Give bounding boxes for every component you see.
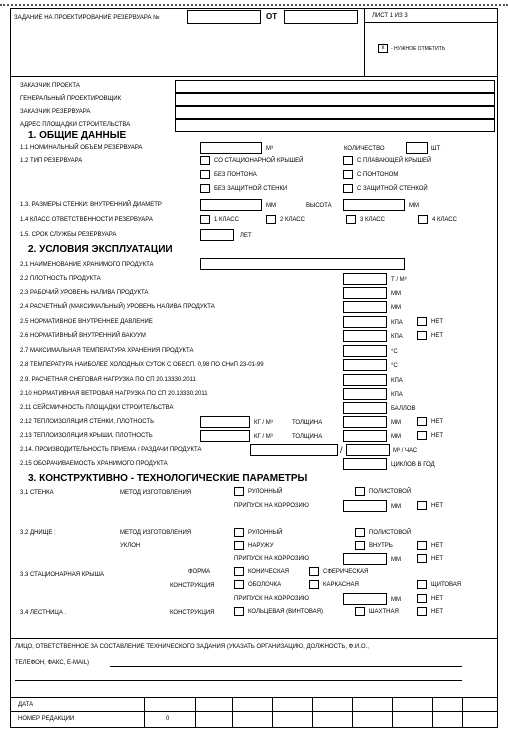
- checkbox[interactable]: [343, 156, 353, 165]
- corrosion-label: ПРИПУСК НА КОРРОЗИЮ: [234, 556, 309, 562]
- checkbox[interactable]: [417, 594, 427, 603]
- no-label: НЕТ: [431, 543, 443, 549]
- divider: [364, 22, 498, 23]
- volume-field[interactable]: [200, 142, 262, 154]
- checkbox[interactable]: [200, 184, 210, 193]
- no-label: НЕТ: [431, 433, 443, 439]
- value-field[interactable]: [343, 402, 387, 414]
- method-label: МЕТОД ИЗГОТОВЛЕНИЯ: [120, 530, 192, 536]
- option-label: РУЛОННЫЙ: [248, 530, 283, 536]
- row-label: 2.13 ТЕПЛОИЗОЛЯЦИЯ КРЫШИ, ПЛОТНОСТЬ: [20, 433, 153, 439]
- density-field[interactable]: [200, 430, 250, 442]
- row-label: 2.12 ТЕПЛОИЗОЛЯЦИЯ СТЕНКИ, ПЛОТНОСТЬ: [20, 419, 155, 425]
- option-label: ПОЛИСТОВОЙ: [369, 489, 412, 495]
- unit-label: ММ: [409, 203, 419, 209]
- checkbox[interactable]: [417, 417, 427, 426]
- quantity-label: КОЛИЧЕСТВО: [344, 146, 385, 152]
- checkbox[interactable]: [417, 607, 427, 616]
- customer-field[interactable]: [175, 80, 495, 93]
- checkbox[interactable]: [343, 184, 353, 193]
- party-label: ЗАКАЗЧИК ПРОЕКТА: [20, 83, 80, 89]
- no-label: НЕТ: [431, 333, 443, 339]
- unit-label: КГ / М³: [254, 434, 273, 440]
- unit-label: Т / М³: [391, 277, 407, 283]
- row-label: 2.7 МАКСИМАЛЬНАЯ ТЕМПЕРАТУРА ХРАНЕНИЯ ПРОДУКТА: [20, 348, 194, 354]
- grid-line: [312, 697, 313, 728]
- quantity-field[interactable]: [406, 142, 428, 154]
- party-label: ГЕНЕРАЛЬНЫЙ ПРОЕКТИРОВЩИК: [20, 96, 122, 102]
- checkbox[interactable]: [234, 607, 244, 616]
- checkbox[interactable]: [234, 487, 244, 496]
- value-field[interactable]: [343, 374, 387, 386]
- site-address-field[interactable]: [175, 119, 495, 132]
- row-label: 2.6 НОРМАТИВНЫЙ ВНУТРЕННИЙ ВАКУУМ: [20, 333, 146, 339]
- row-label: 1.2 ТИП РЕЗЕРВУАРА: [20, 158, 83, 164]
- checkbox[interactable]: [355, 528, 365, 537]
- unit-label: М³ / ЧАС: [393, 448, 418, 454]
- unit-label: °С: [391, 363, 398, 369]
- row-label: 2.5 НОРМАТИВНОЕ ВНУТРЕННЕЕ ДАВЛЕНИЕ: [20, 319, 153, 325]
- divider: [364, 8, 365, 76]
- corrosion-label: ПРИПУСК НА КОРРОЗИЮ: [234, 503, 309, 509]
- unit-label: ЦИКЛОВ В ГОД: [391, 462, 435, 468]
- checkbox[interactable]: [309, 580, 319, 589]
- unit-label: ММ: [266, 203, 276, 209]
- checkbox[interactable]: [234, 580, 244, 589]
- option-label: 4 КЛАСС: [432, 217, 457, 223]
- unit-label: КГ / М³: [254, 420, 273, 426]
- checkbox[interactable]: [417, 554, 427, 563]
- checkbox[interactable]: [346, 215, 356, 224]
- section-2-title: 2. УСЛОВИЯ ЭКСПЛУАТАЦИИ: [28, 244, 173, 255]
- option-label: С ПЛАВАЮЩЕЙ КРЫШЕЙ: [357, 158, 432, 164]
- construction-label: КОНСТРУКЦИЯ: [170, 583, 215, 589]
- revision-label: НОМЕР РЕДАКЦИИ: [18, 716, 75, 722]
- divider: [10, 711, 498, 712]
- option-label: ШАХТНАЯ: [369, 609, 399, 615]
- value-field[interactable]: [343, 359, 387, 371]
- method-label: МЕТОД ИЗГОТОВЛЕНИЯ: [120, 490, 192, 496]
- option-label: СФЕРИЧЕСКАЯ: [323, 569, 369, 575]
- option-label: ВНУТРЬ: [369, 543, 393, 549]
- unit-label: ШТ: [431, 146, 441, 152]
- note-label: - НУЖНОЕ ОТМЕТИТЬ: [391, 46, 446, 52]
- sheet-label: ЛИСТ 1 ИЗ 3: [372, 13, 408, 19]
- option-label: 2 КЛАСС: [280, 217, 305, 223]
- row-label: 2.9. РАСЧЕТНАЯ СНЕГОВАЯ НАГРУЗКА ПО СП 20.13330.2011: [20, 377, 196, 383]
- from-label: ОТ: [266, 12, 278, 21]
- unit-label: КПА: [391, 334, 403, 340]
- row-label: 2.1 НАИМЕНОВАНИЕ ХРАНИМОГО ПРОДУКТА: [20, 262, 154, 268]
- divider: [10, 638, 498, 639]
- checkbox[interactable]: [417, 431, 427, 440]
- date-label: ДАТА: [18, 702, 34, 708]
- revision-value: 0: [166, 716, 170, 722]
- grid-line: [144, 697, 145, 728]
- checkbox[interactable]: [343, 170, 353, 179]
- unit-label: ММ: [391, 504, 401, 510]
- grid-line: [232, 697, 233, 728]
- unit-label: ЛЕТ: [240, 233, 252, 239]
- corrosion-field[interactable]: [343, 593, 387, 605]
- row-label: 3.3 СТАЦИОНАРНАЯ КРЫША: [20, 572, 105, 578]
- diameter-field[interactable]: [200, 199, 262, 211]
- unit-label: БАЛЛОВ: [391, 406, 416, 412]
- value-field[interactable]: [343, 388, 387, 400]
- option-label: БЕЗ ПОНТОНА: [214, 172, 257, 178]
- row-label: 3.1 СТЕНКА: [20, 490, 54, 496]
- top-edge: [0, 0, 508, 6]
- row-label: 2.8 ТЕМПЕРАТУРА НАИБОЛЕЕ ХОЛОДНЫХ СУТОК С ОБЕСП. 0,98 ПО СНиП 23-01-99: [20, 362, 264, 368]
- row-label: 2.15 ОБОРАЧИВАЕМОСТЬ ХРАНИМОГО ПРОДУКТА: [20, 461, 168, 467]
- row-label: 2.11 СЕЙСМИЧНОСТЬ ПЛОЩАДКИ СТРОИТЕЛЬСТВА: [20, 405, 174, 411]
- slope-label: УКЛОН: [120, 543, 141, 549]
- party-label: АДРЕС ПЛОЩАДКИ СТРОИТЕЛЬСТВА: [20, 122, 131, 128]
- option-label: БЕЗ ЗАЩИТНОЙ СТЕНКИ: [214, 186, 288, 192]
- responsible-line[interactable]: [15, 680, 462, 681]
- height-field[interactable]: [343, 199, 405, 211]
- no-label: НЕТ: [431, 556, 443, 562]
- checkbox[interactable]: [309, 567, 319, 576]
- unit-label: ММ: [391, 305, 401, 311]
- row-label: 2.3 РАБОЧИЙ УРОВЕНЬ НАЛИВА ПРОДУКТА: [20, 290, 149, 296]
- row-label: 3.4 ЛЕСТНИЦА .: [20, 610, 67, 616]
- service-life-field[interactable]: [200, 229, 234, 241]
- checkbox[interactable]: [234, 528, 244, 537]
- unit-label: ММ: [391, 434, 401, 440]
- responsible-label: ЛИЦО, ОТВЕТСТВЕННОЕ ЗА СОСТАВЛЕНИЕ ТЕХНИЧЕСКОГО ЗАДАНИЯ (УКАЗАТЬ ОРГАНИЗАЦИЮ, ДОЛЖНОСТЬ, Ф.И.О.,: [15, 644, 369, 650]
- thickness-label: ТОЛЩИНА: [292, 434, 323, 440]
- row-label: 1.3. РАЗМЕРЫ СТЕНКИ: ВНУТРЕННИЙ ДИАМЕТР: [20, 202, 162, 208]
- thickness-label: ТОЛЩИНА: [292, 420, 323, 426]
- option-label: КОНИЧЕСКАЯ: [248, 569, 289, 575]
- value-field[interactable]: [343, 287, 387, 299]
- row-label: 2.10 НОРМАТИВНАЯ ВЕТРОВАЯ НАГРУЗКА ПО СП 20.13330.2011: [20, 391, 208, 397]
- reservoir-customer-field[interactable]: [175, 106, 495, 119]
- row-label: 3.2 ДНИЩЕ :: [20, 530, 56, 536]
- checkbox[interactable]: [234, 567, 244, 576]
- option-label: ОБОЛОЧКА: [248, 582, 282, 588]
- unit-label: КПА: [391, 392, 403, 398]
- checkbox[interactable]: [200, 170, 210, 179]
- grid-line: [462, 697, 463, 728]
- slash-label: /: [340, 445, 343, 455]
- checkbox[interactable]: [355, 541, 365, 550]
- checkbox[interactable]: [266, 215, 276, 224]
- row-label: 2.2 ПЛОТНОСТЬ ПРОДУКТА: [20, 276, 101, 282]
- construction-label: КОНСТРУКЦИЯ: [170, 610, 215, 616]
- unit-label: ММ: [391, 597, 401, 603]
- row-label: 1.1 НОМИНАЛЬНЫЙ ОБЪЕМ РЕЗЕРВУАРА: [20, 145, 143, 151]
- option-label: 1 КЛАСС: [214, 217, 239, 223]
- option-label: С ЗАЩИТНОЙ СТЕНКОЙ: [357, 186, 428, 192]
- checkbox[interactable]: [417, 317, 427, 326]
- grid-line: [195, 697, 196, 728]
- intake-field[interactable]: [250, 444, 338, 456]
- checkbox[interactable]: [234, 541, 244, 550]
- corrosion-field[interactable]: [343, 553, 387, 565]
- option-label: ПОЛИСТОВОЙ: [369, 530, 412, 536]
- checkbox[interactable]: [417, 331, 427, 340]
- checkbox[interactable]: [418, 215, 428, 224]
- form-title: ЗАДАНИЕ НА ПРОЕКТИРОВАНИЕ РЕЗЕРВУАРА №: [14, 15, 160, 21]
- grid-line: [272, 697, 273, 728]
- corrosion-field[interactable]: [343, 500, 387, 512]
- no-label: НЕТ: [431, 503, 443, 509]
- checkbox[interactable]: [355, 607, 365, 616]
- form-label: ФОРМА: [188, 569, 211, 575]
- no-label: НЕТ: [431, 609, 443, 615]
- value-field[interactable]: [343, 330, 387, 342]
- checkbox[interactable]: [417, 541, 427, 550]
- no-label: НЕТ: [431, 319, 443, 325]
- checkbox[interactable]: [355, 487, 365, 496]
- thickness-field[interactable]: [343, 416, 387, 428]
- date-field[interactable]: [284, 10, 358, 24]
- responsible-line[interactable]: [110, 666, 462, 667]
- no-label: НЕТ: [431, 419, 443, 425]
- unit-label: М³: [266, 146, 273, 152]
- grid-line: [432, 697, 433, 728]
- value-field[interactable]: [343, 345, 387, 357]
- grid-line: [392, 697, 393, 728]
- checkbox[interactable]: [417, 580, 427, 589]
- option-label: 3 КЛАСС: [360, 217, 385, 223]
- option-label: ЩИТОВАЯ: [431, 582, 462, 588]
- unit-label: КПА: [391, 378, 403, 384]
- section-1-title: 1. ОБЩИЕ ДАННЫЕ: [28, 130, 127, 141]
- unit-label: °С: [391, 349, 398, 355]
- section-3-title: 3. КОНСТРУКТИВНО - ТЕХНОЛОГИЧЕСКИЕ ПАРАМЕТРЫ: [28, 473, 308, 484]
- density-field[interactable]: [200, 416, 250, 428]
- thickness-field[interactable]: [343, 430, 387, 442]
- row-label: 2.4 РАСЧЕТНЫЙ (МАКСИМАЛЬНЫЙ) УРОВЕНЬ НАЛИВА ПРОДУКТА: [20, 304, 215, 310]
- value-field[interactable]: [343, 301, 387, 313]
- corrosion-label: ПРИПУСК НА КОРРОЗИЮ: [234, 596, 309, 602]
- option-label: КОЛЬЦЕВАЯ (ВИНТОВАЯ): [248, 609, 323, 615]
- reservoir-number-field[interactable]: [187, 10, 261, 24]
- unit-label: ММ: [391, 420, 401, 426]
- option-label: СО СТАЦИОНАРНОЙ КРЫШЕЙ: [214, 158, 304, 164]
- unit-label: КПА: [391, 320, 403, 326]
- no-label: НЕТ: [431, 596, 443, 602]
- divider: [10, 697, 498, 698]
- value-field[interactable]: [343, 273, 387, 285]
- phone-label: ТЕЛЕФОН, ФАКС, E-MAIL): [15, 660, 90, 666]
- value-field[interactable]: [343, 316, 387, 328]
- party-label: ЗАКАЗЧИК РЕЗЕРВУАРА: [20, 109, 91, 115]
- divider: [10, 76, 498, 77]
- product-name-field[interactable]: [200, 258, 405, 270]
- option-label: КАРКАСНАЯ: [323, 582, 359, 588]
- example-checkbox: x: [378, 44, 388, 53]
- row-label: 1.5. СРОК СЛУЖБЫ РЕЗЕРВУАРА: [20, 232, 117, 238]
- row-label: 1.4 КЛАСС ОТВЕТСТВЕННОСТИ РЕЗЕРВУАРА: [20, 217, 153, 223]
- checkbox[interactable]: [200, 156, 210, 165]
- value-field[interactable]: [343, 458, 387, 470]
- option-label: НАРУЖУ: [248, 543, 274, 549]
- unit-label: ММ: [391, 557, 401, 563]
- output-field[interactable]: [346, 444, 390, 456]
- designer-field[interactable]: [175, 93, 495, 106]
- option-label: РУЛОННЫЙ: [248, 489, 283, 495]
- row-label: 2.14. ПРОИЗВОДИТЕЛЬНОСТЬ ПРИЕМА / РАЗДАЧИ ПРОДУКТА: [20, 447, 202, 453]
- grid-line: [352, 697, 353, 728]
- checkbox[interactable]: [200, 215, 210, 224]
- height-label: ВЫСОТА: [306, 203, 332, 209]
- unit-label: ММ: [391, 291, 401, 297]
- checkbox[interactable]: [417, 501, 427, 510]
- option-label: С ПОНТОНОМ: [357, 172, 399, 178]
